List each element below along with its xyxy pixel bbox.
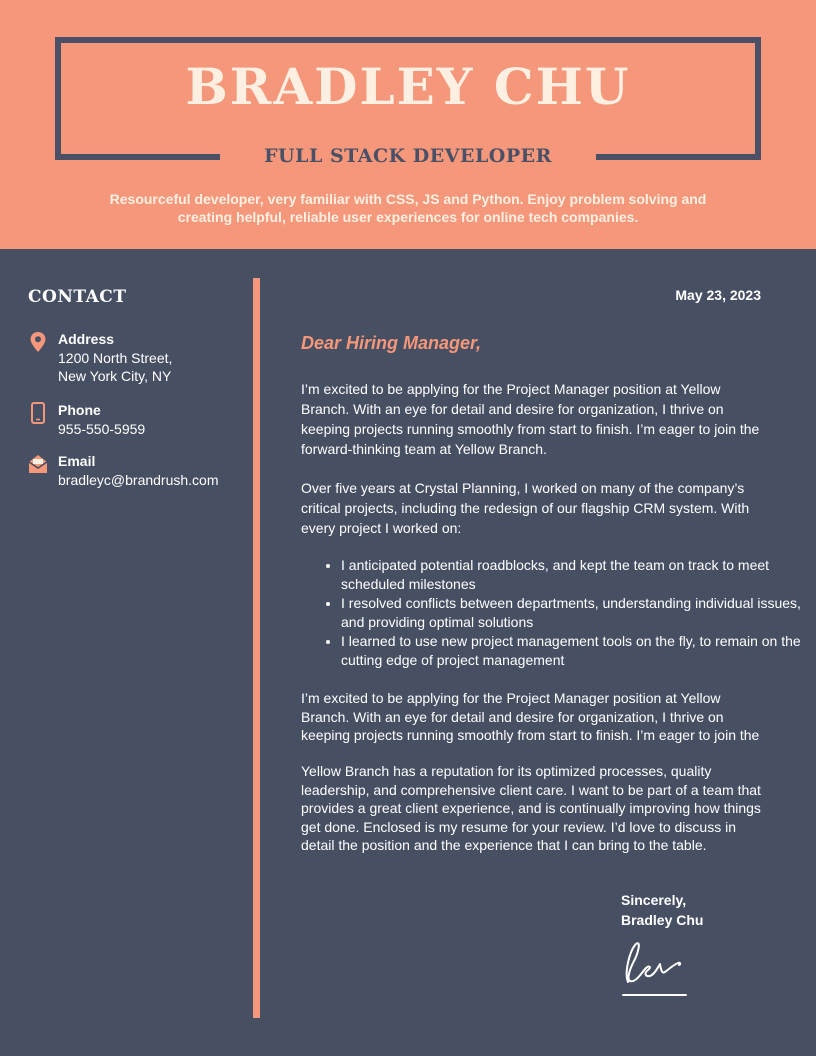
profile-summary: Resourceful developer, very familiar with CSS, JS and Python. Enjoy problem solving and creating helpful, reliable user experiences for online tech companies. xyxy=(109,191,707,225)
paragraph-text: Yellow Branch has a reputation for its optimized processes, quality leadership, and comprehensive client care. I want to be part of a team that provides a great client experience, and is continually improving how things get done. Enclosed is my resume for your review. I’d love to discuss in detail the position and the experience that I can bring to the table. xyxy=(301,763,761,853)
achievement-list xyxy=(301,556,806,670)
email-address[interactable]: bradleyc@brandrush.com xyxy=(58,472,219,488)
paragraph-text: I’m excited to be applying for the Project Manager position at Yellow Branch. With an eye for detail and desire for organization, I thrive on keeping projects running smoothly from start to finish. I’m eager to join the xyxy=(301,690,760,743)
address-label: Address xyxy=(58,331,115,347)
letter-date: May 23, 2023 xyxy=(675,287,761,303)
phone-number[interactable]: 955-550-5959 xyxy=(58,421,146,437)
list-item: • I anticipated potential roadblocks, and kept the team on track to meet scheduled milestones xyxy=(341,556,806,594)
signer-name: Bradley Chu xyxy=(621,912,704,928)
letter-paragraph-1 xyxy=(301,379,766,459)
phone-label: Phone xyxy=(58,402,101,418)
paragraph-text: I’m excited to be applying for the Project Manager position at Yellow Branch. With an eye for detail and desire for organization, I thrive on keeping projects running smoothly from start to finish. I’m eager to join the forward-thinking team at Yellow Branch. xyxy=(301,381,760,457)
letter-paragraph-3 xyxy=(301,689,766,745)
applicant-name: BRADLEY CHU xyxy=(185,57,631,116)
frame-bottom-right-rule xyxy=(596,154,761,160)
list-item: • I resolved conflicts between departments, understanding individual issues, and providing optimal solutions xyxy=(341,594,806,632)
paragraph-text: Over five years at Crystal Planning, I worked on many of the company’s critical projects, including the redesign of our flagship CRM system. With every project I worked on: xyxy=(301,480,750,536)
sign-off xyxy=(621,890,703,930)
column-divider xyxy=(253,278,260,1018)
phone-icon xyxy=(28,402,48,424)
handwritten-signature xyxy=(618,936,692,1000)
salutation: Dear Hiring Manager, xyxy=(301,333,482,353)
contact-heading: CONTACT xyxy=(28,287,127,307)
list-item: • I learned to use new project management tools on the fly, to remain on the cutting edge of project management xyxy=(341,632,806,670)
address-line-1: 1200 North Street, xyxy=(58,350,173,366)
location-pin-icon xyxy=(28,331,48,353)
address-line-2: New York City, NY xyxy=(58,368,172,384)
job-title: FULL STACK DEVELOPER xyxy=(264,145,552,167)
letter-paragraph-4 xyxy=(301,762,766,855)
frame-bottom-left-rule xyxy=(55,154,220,160)
letter-paragraph-2 xyxy=(301,478,766,538)
envelope-icon xyxy=(28,453,48,475)
closing: Sincerely, xyxy=(621,892,687,908)
email-label: Email xyxy=(58,453,96,469)
